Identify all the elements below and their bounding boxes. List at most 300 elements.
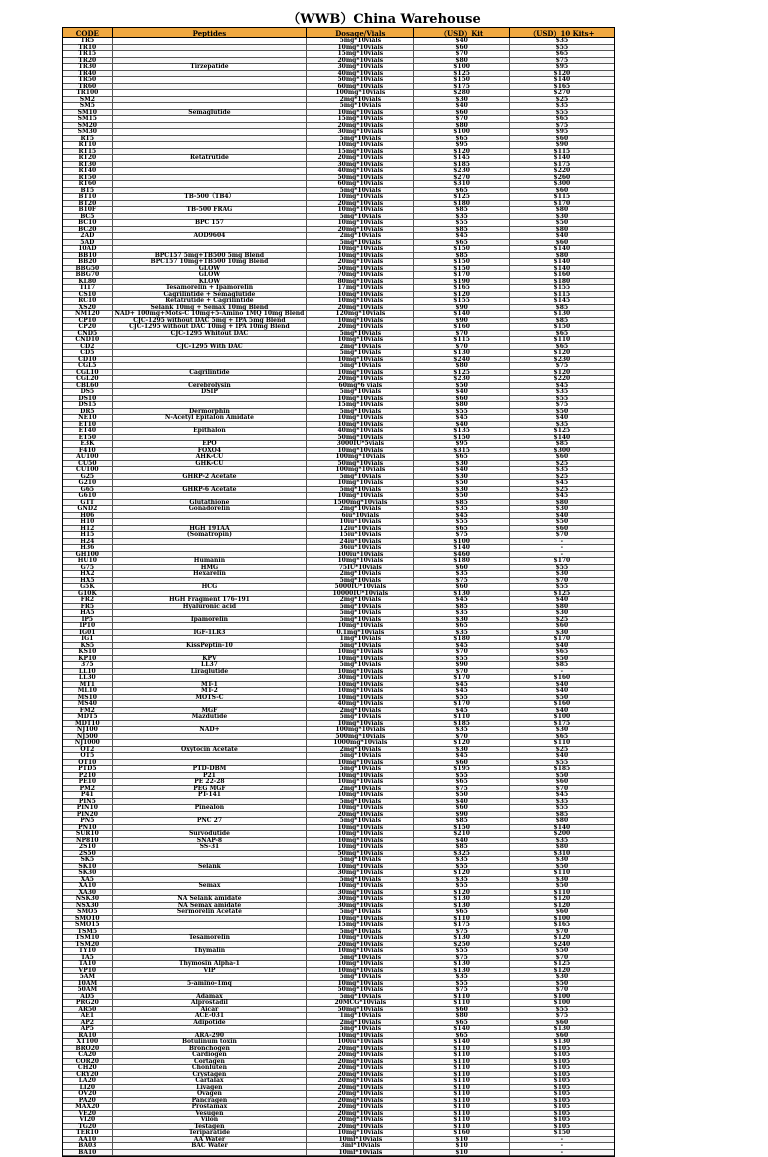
cell-10kit-price: $220 bbox=[553, 375, 571, 382]
cell-dosage: 10mg*10vials bbox=[307, 981, 414, 987]
cell-peptide: SS-31 bbox=[113, 844, 308, 850]
cell-kit-price: $140 bbox=[414, 545, 509, 551]
cell-kit-price: $110 bbox=[414, 1046, 509, 1052]
cell-kit-price: $130 bbox=[414, 903, 509, 909]
cell-kit-price: $45 bbox=[414, 682, 509, 688]
cell-10kit-price: $60 bbox=[555, 238, 569, 246]
cell-peptide bbox=[113, 116, 308, 122]
cell-code: XA5 bbox=[63, 877, 113, 883]
cell-dosage: 50mg*10vials bbox=[307, 987, 414, 993]
cell-kit-price: $50 bbox=[414, 792, 509, 798]
cell-dosage: 5mg*10vials bbox=[307, 188, 414, 194]
cell-10kit-price: $55 bbox=[555, 583, 569, 590]
cell-dosage: 10mg*10vials bbox=[307, 298, 414, 304]
cell-kit-price: $150 bbox=[414, 825, 509, 831]
cell-10kit-price: $60 bbox=[555, 778, 569, 785]
cell-code: XA10 bbox=[63, 883, 113, 889]
cell-10kit-price: $55 bbox=[555, 394, 569, 402]
cell-kit-price: $110 bbox=[414, 1098, 509, 1104]
cell-peptide bbox=[113, 240, 308, 246]
cell-peptide: HGH 191AA bbox=[113, 526, 308, 532]
cell-10kit-price: - bbox=[560, 537, 564, 545]
cell-code: G610 bbox=[63, 493, 113, 499]
cell-kit-price: $160 bbox=[414, 324, 509, 330]
cell-dosage: 10mg*10vials bbox=[307, 935, 414, 941]
cell-peptide: PT-141 bbox=[113, 792, 308, 798]
cell-code: SUR10 bbox=[63, 831, 113, 837]
cell-dosage: 10mg*10vials bbox=[307, 1130, 414, 1136]
header-kit-price: （USD）Kit bbox=[414, 28, 509, 37]
cell-kit-price: $55 bbox=[414, 220, 509, 226]
cell-10kit-price: $60 bbox=[555, 1018, 569, 1026]
cell-kit-price: $60 bbox=[414, 45, 509, 51]
cell-peptide bbox=[113, 675, 308, 681]
cell-kit-price: $120 bbox=[414, 740, 509, 746]
cell-code: BT5 bbox=[63, 188, 113, 194]
cell-kit-price: $10 bbox=[414, 1143, 509, 1149]
cell-code: MT1 bbox=[63, 682, 113, 688]
cell-10kit-price: $170 bbox=[553, 635, 571, 642]
cell-peptide: Adamax bbox=[113, 994, 308, 1000]
cell-code: 2S50 bbox=[63, 851, 113, 857]
cell-dosage: 50mg*10vials bbox=[307, 851, 414, 857]
cell-dosage: 10mg*10vials bbox=[307, 448, 414, 454]
cell-10kit-price: $55 bbox=[555, 804, 569, 811]
cell-code: 50AM bbox=[63, 987, 113, 993]
cell-peptide: Adipotide bbox=[113, 1020, 308, 1026]
cell-code: COR20 bbox=[63, 1059, 113, 1065]
cell-peptide: PTD-DBM bbox=[113, 766, 308, 772]
cell-kit-price: $110 bbox=[414, 1111, 509, 1117]
cell-dosage: 10mg*10vials bbox=[307, 142, 414, 148]
cell-peptide: Sermorelin Acetate bbox=[113, 909, 308, 915]
cell-10kit-price: $120 bbox=[553, 349, 571, 356]
cell-kit-price: $165 bbox=[414, 285, 509, 291]
cell-kit-price: $100 bbox=[414, 539, 509, 545]
cell-dosage: 5mg*10vials bbox=[307, 578, 414, 584]
cell-10kit-price: $25 bbox=[555, 472, 569, 480]
cell-peptide: Gonadorelin bbox=[113, 506, 308, 512]
table-header bbox=[62, 27, 615, 38]
cell-10kit-price: $50 bbox=[555, 947, 569, 954]
cell-dosage: 100mg*10vials bbox=[307, 467, 414, 473]
cell-kit-price: $110 bbox=[414, 994, 509, 1000]
cell-dosage: 20mg*10vials bbox=[307, 1078, 414, 1084]
cell-peptide bbox=[113, 168, 308, 174]
cell-peptide bbox=[113, 519, 308, 525]
cell-kit-price: $150 bbox=[414, 77, 509, 83]
cell-kit-price: $70 bbox=[414, 344, 509, 350]
cell-dosage: 5mg*10vials bbox=[307, 331, 414, 337]
cell-code: PIN10 bbox=[63, 805, 113, 811]
cell-10kit-price: $165 bbox=[553, 921, 571, 928]
cell-10kit-price: $25 bbox=[555, 95, 569, 103]
cell-dosage: 100iu*10vials bbox=[307, 552, 414, 558]
cell-10kit-price: - bbox=[560, 550, 564, 558]
cell-dosage: 60mg*10vials bbox=[307, 181, 414, 187]
cell-dosage: 10mg*10vials bbox=[307, 682, 414, 688]
cell-dosage: 5mg*10vials bbox=[307, 974, 414, 980]
cell-peptide: ACE-031 bbox=[113, 1013, 308, 1019]
cell-10kit-price: $100 bbox=[553, 713, 571, 720]
cell-dosage: 20mg*10vials bbox=[307, 1065, 414, 1071]
cell-dosage: 5mg*10vials bbox=[307, 389, 414, 395]
cell-dosage: 500mg*10vials bbox=[307, 734, 414, 740]
cell-code: TA10 bbox=[63, 961, 113, 967]
cell-code: PM2 bbox=[63, 786, 113, 792]
cell-10kit-price: $140 bbox=[553, 245, 571, 252]
cell-kit-price: $90 bbox=[414, 662, 509, 668]
cell-10kit-price: $150 bbox=[553, 1129, 571, 1136]
cell-peptide bbox=[113, 38, 308, 44]
cell-10kit-price: $110 bbox=[553, 869, 571, 876]
cell-peptide: SNAP-8 bbox=[113, 838, 308, 844]
cell-10kit-price: $60 bbox=[555, 622, 569, 629]
cell-10kit-price: $25 bbox=[555, 615, 569, 623]
cell-kit-price: $130 bbox=[414, 896, 509, 902]
cell-kit-price: $120 bbox=[414, 870, 509, 876]
cell-kit-price: $175 bbox=[414, 922, 509, 928]
cell-code: RT5 bbox=[63, 136, 113, 142]
cell-dosage: 50mg*10vials bbox=[307, 77, 414, 83]
cell-10kit-price: $115 bbox=[553, 193, 571, 200]
cell-10kit-price: $30 bbox=[555, 609, 569, 616]
cell-kit-price: $155 bbox=[414, 298, 509, 304]
cell-dosage: 120mg*10vials bbox=[307, 311, 414, 317]
cell-kit-price: $55 bbox=[414, 948, 509, 954]
cell-kit-price: $120 bbox=[414, 890, 509, 896]
cell-kit-price: $80 bbox=[414, 363, 509, 369]
cell-kit-price: $110 bbox=[414, 1065, 509, 1071]
cell-dosage: 5mg*10vials bbox=[307, 214, 414, 220]
cell-10kit-price: $200 bbox=[553, 830, 571, 837]
cell-code: NJ1000 bbox=[63, 740, 113, 746]
cell-code: TR15 bbox=[63, 51, 113, 57]
cell-10kit-price: $40 bbox=[555, 232, 569, 239]
cell-dosage: 10mg*10vials bbox=[307, 292, 414, 298]
cell-dosage: 15mg*10vials bbox=[307, 149, 414, 155]
cell-10kit-price: $65 bbox=[555, 648, 569, 655]
cell-code: PIN20 bbox=[63, 812, 113, 818]
cell-10kit-price: $130 bbox=[553, 310, 571, 317]
cell-10kit-price: $70 bbox=[555, 986, 569, 993]
cell-peptide: Testagen bbox=[113, 1124, 308, 1130]
cell-kit-price: $35 bbox=[414, 857, 509, 863]
cell-dosage: 10mg*10vials bbox=[307, 493, 414, 499]
cell-peptide: AHK-CU bbox=[113, 454, 308, 460]
cell-kit-price: $55 bbox=[414, 695, 509, 701]
cell-peptide bbox=[113, 922, 308, 928]
cell-code: RT10 bbox=[63, 142, 113, 148]
cell-peptide bbox=[113, 974, 308, 980]
cell-10kit-price: $100 bbox=[553, 914, 571, 922]
cell-dosage: 20mg*10vials bbox=[307, 123, 414, 129]
cell-10kit-price: $55 bbox=[555, 43, 569, 51]
cell-10kit-price: $75 bbox=[555, 362, 569, 369]
cell-10kit-price: $40 bbox=[555, 752, 569, 759]
cell-kit-price: $65 bbox=[414, 909, 509, 915]
cell-code: PA20 bbox=[63, 1098, 113, 1104]
cell-10kit-price: $85 bbox=[555, 810, 569, 818]
cell-code: SK30 bbox=[63, 870, 113, 876]
cell-kit-price: $180 bbox=[414, 558, 509, 564]
cell-kit-price: $60 bbox=[414, 584, 509, 590]
cell-code: SM15 bbox=[63, 116, 113, 122]
cell-dosage: 30mg*10vials bbox=[307, 129, 414, 135]
cell-peptide: Selank bbox=[113, 864, 308, 870]
cell-kit-price: $40 bbox=[414, 838, 509, 844]
cell-10kit-price: $105 bbox=[553, 1057, 571, 1065]
cell-code: PN10 bbox=[63, 825, 113, 831]
cell-10kit-price: $45 bbox=[555, 791, 569, 798]
cell-dosage: 2mg*10vials bbox=[307, 233, 414, 239]
cell-10kit-price: $50 bbox=[555, 882, 569, 889]
cell-dosage: 15mg*10vials bbox=[307, 402, 414, 408]
cell-code: BT20 bbox=[63, 201, 113, 207]
cell-peptide: Ipamorelin bbox=[113, 617, 308, 623]
cell-code: RT40 bbox=[63, 168, 113, 174]
cell-10kit-price: $40 bbox=[555, 511, 569, 519]
cell-10kit-price: $80 bbox=[555, 225, 569, 233]
cell-peptide bbox=[113, 142, 308, 148]
cell-peptide: Cerebrolysin bbox=[113, 383, 308, 389]
cell-code: SM5 bbox=[63, 103, 113, 109]
cell-kit-price: $45 bbox=[414, 233, 509, 239]
cell-code: SK5 bbox=[63, 857, 113, 863]
table-row bbox=[63, 1150, 614, 1157]
cell-dosage: 0.1mg*10vials bbox=[307, 630, 414, 636]
cell-10kit-price: $70 bbox=[555, 953, 569, 961]
cell-dosage: 100mg*10vials bbox=[307, 90, 414, 96]
cell-10kit-price: $130 bbox=[553, 1038, 571, 1045]
cell-code: XS20 bbox=[63, 305, 113, 311]
cell-dosage: 6iu*10vials bbox=[307, 513, 414, 519]
cell-peptide: Pancragen bbox=[113, 1098, 308, 1104]
cell-peptide: Botulinum toxin bbox=[113, 1039, 308, 1045]
cell-kit-price: $130 bbox=[414, 968, 509, 974]
cell-kit-price: $65 bbox=[414, 454, 509, 460]
cell-dosage: 10mg*10vials bbox=[307, 558, 414, 564]
cell-kit-price: $170 bbox=[414, 272, 509, 278]
cell-peptide: KPV bbox=[113, 656, 308, 662]
cell-code: HU10 bbox=[63, 558, 113, 564]
cell-dosage: 80mg*10vials bbox=[307, 279, 414, 285]
cell-peptide: CJC-1295 without DAC 5mg + IPA 5mg Blend bbox=[113, 318, 308, 324]
cell-code: TSM5 bbox=[63, 929, 113, 935]
cell-10kit-price: $50 bbox=[555, 693, 569, 701]
cell-peptide bbox=[113, 610, 308, 616]
cell-kit-price: $135 bbox=[414, 428, 509, 434]
cell-code: DS10 bbox=[63, 396, 113, 402]
cell-code: H36 bbox=[63, 545, 113, 551]
cell-peptide: Semax bbox=[113, 883, 308, 889]
cell-peptide: Crystagen bbox=[113, 1072, 308, 1078]
cell-dosage: 30mg*10vials bbox=[307, 896, 414, 902]
cell-kit-price: $40 bbox=[414, 103, 509, 109]
cell-dosage: 40mg*10vials bbox=[307, 168, 414, 174]
cell-kit-price: $45 bbox=[414, 597, 509, 603]
cell-dosage: 5mg*10vials bbox=[307, 799, 414, 805]
cell-dosage: 5mg*10vials bbox=[307, 409, 414, 415]
cell-code: TR30 bbox=[63, 64, 113, 70]
cell-peptide: BPC157 5mg+TB500 5mg Blend bbox=[113, 253, 308, 259]
cell-dosage: 2mg*10vials bbox=[307, 786, 414, 792]
cell-kit-price: $145 bbox=[414, 155, 509, 161]
header-10kit-price: （USD）10 Kits+ bbox=[529, 29, 595, 38]
cell-dosage: 50mg*10vials bbox=[307, 266, 414, 272]
header-dosage: Dosage/Vials bbox=[307, 28, 414, 37]
cell-code: KL80 bbox=[63, 279, 113, 285]
cell-10kit-price: $100 bbox=[553, 992, 571, 1000]
cell-kit-price: $45 bbox=[414, 753, 509, 759]
cell-peptide bbox=[113, 916, 308, 922]
cell-10kit-price: $220 bbox=[553, 167, 571, 174]
cell-kit-price: $35 bbox=[414, 610, 509, 616]
cell-code: IP10 bbox=[63, 623, 113, 629]
cell-kit-price: $115 bbox=[414, 337, 509, 343]
cell-dosage: 10mg*10vials bbox=[307, 883, 414, 889]
cell-dosage: 10mg*10vials bbox=[307, 337, 414, 343]
cell-10kit-price: $55 bbox=[555, 563, 569, 571]
cell-dosage: 30mg*10vials bbox=[307, 903, 414, 909]
cell-dosage: 10mg*10vials bbox=[307, 194, 414, 200]
cell-peptide: Cardiogen bbox=[113, 1052, 308, 1058]
cell-code: BC20 bbox=[63, 227, 113, 233]
cell-code: BB20 bbox=[63, 259, 113, 265]
cell-code: H24 bbox=[63, 539, 113, 545]
cell-code: AE1 bbox=[63, 1013, 113, 1019]
cell-code: ET50 bbox=[63, 435, 113, 441]
cell-kit-price: $150 bbox=[414, 259, 509, 265]
cell-kit-price: $30 bbox=[414, 461, 509, 467]
cell-peptide: NA Semax amidate bbox=[113, 903, 308, 909]
cell-peptide: Retatrutide bbox=[113, 155, 308, 161]
cell-10kit-price: $75 bbox=[555, 401, 569, 408]
cell-peptide bbox=[113, 181, 308, 187]
cell-kit-price: $35 bbox=[414, 727, 509, 733]
cell-code: G75 bbox=[63, 565, 113, 571]
cell-10kit-price: $120 bbox=[553, 895, 571, 902]
cell-code: G10K bbox=[63, 591, 113, 597]
cell-dosage: 20mg*10vials bbox=[307, 1085, 414, 1091]
cell-code: CND10 bbox=[63, 337, 113, 343]
cell-code: CGL20 bbox=[63, 376, 113, 382]
cell-dosage: 10mg*10vials bbox=[307, 253, 414, 259]
cell-dosage: 10mg*10vials bbox=[307, 480, 414, 486]
cell-code: NJ100 bbox=[63, 727, 113, 733]
cell-peptide: Aicar bbox=[113, 1007, 308, 1013]
cell-code: 10AM bbox=[63, 981, 113, 987]
cell-10kit-price: $80 bbox=[555, 251, 569, 259]
cell-code: TR50 bbox=[63, 77, 113, 83]
cell-peptide: PEG MGF bbox=[113, 786, 308, 792]
cell-dosage: 2mg*10vials bbox=[307, 1020, 414, 1026]
cell-dosage: 1500mg*10vials bbox=[307, 500, 414, 506]
cell-10kit-price: $50 bbox=[555, 862, 569, 870]
cell-code: CGL5 bbox=[63, 363, 113, 369]
cell-kit-price: $85 bbox=[414, 227, 509, 233]
cell-code: VI20 bbox=[63, 1117, 113, 1123]
cell-peptide: HCG bbox=[113, 584, 308, 590]
cell-dosage: 20mg*10vials bbox=[307, 1059, 414, 1065]
cell-kit-price: $85 bbox=[414, 500, 509, 506]
cell-10kit-price: $125 bbox=[553, 427, 571, 434]
cell-kit-price: $65 bbox=[414, 1033, 509, 1039]
cell-kit-price: $40 bbox=[414, 467, 509, 473]
cell-peptide: Selank 10mg + Semax 10mg Blend bbox=[113, 305, 308, 311]
cell-peptide: AA Water bbox=[113, 1137, 308, 1143]
cell-dosage: 50mg*10vials bbox=[307, 461, 414, 467]
cell-kit-price: $210 bbox=[414, 831, 509, 837]
cell-dosage: 10mg*10vials bbox=[307, 961, 414, 967]
cell-dosage: 40mg*10vials bbox=[307, 71, 414, 77]
cell-code: BA10 bbox=[63, 1150, 113, 1156]
cell-dosage: 2mg*10vials bbox=[307, 506, 414, 512]
cell-kit-price: $190 bbox=[414, 279, 509, 285]
cell-peptide: CJC-1295 With DAC bbox=[113, 344, 308, 350]
cell-10kit-price: $180 bbox=[553, 277, 571, 285]
cell-dosage: 2mg*10vials bbox=[307, 708, 414, 714]
cell-kit-price: $140 bbox=[414, 1039, 509, 1045]
cell-kit-price: $180 bbox=[414, 636, 509, 642]
cell-10kit-price: $115 bbox=[553, 290, 571, 298]
cell-kit-price: $65 bbox=[414, 623, 509, 629]
cell-code: SMO15 bbox=[63, 922, 113, 928]
cell-code: CP10 bbox=[63, 318, 113, 324]
cell-kit-price: $100 bbox=[414, 64, 509, 70]
cell-code: CD5 bbox=[63, 350, 113, 356]
cell-dosage: 10mg*10vials bbox=[307, 656, 414, 662]
cell-peptide bbox=[113, 740, 308, 746]
cell-peptide bbox=[113, 493, 308, 499]
cell-dosage: 20mg*10vials bbox=[307, 1104, 414, 1110]
cell-peptide bbox=[113, 857, 308, 863]
cell-dosage: 5mg*10vials bbox=[307, 714, 414, 720]
cell-peptide: Dermorphin bbox=[113, 409, 308, 415]
cell-dosage: 10mg*10vials bbox=[307, 688, 414, 694]
cell-peptide: PE 22-28 bbox=[113, 779, 308, 785]
cell-peptide: KissPeptin-10 bbox=[113, 643, 308, 649]
cell-10kit-price: $30 bbox=[555, 570, 569, 577]
cell-kit-price: $175 bbox=[414, 84, 509, 90]
cell-peptide bbox=[113, 513, 308, 519]
cell-kit-price: $120 bbox=[414, 292, 509, 298]
cell-peptide: TB-500（TB4） bbox=[113, 194, 308, 200]
cell-10kit-price: $60 bbox=[555, 908, 569, 915]
cell-10kit-price: $30 bbox=[555, 875, 569, 883]
cell-kit-price: $310 bbox=[414, 181, 509, 187]
cell-10kit-price: $230 bbox=[553, 355, 571, 363]
cell-dosage: 10mg*10vials bbox=[307, 721, 414, 727]
cell-code: GTT bbox=[63, 500, 113, 506]
cell-kit-price: $100 bbox=[414, 129, 509, 135]
cell-kit-price: $110 bbox=[414, 1000, 509, 1006]
cell-peptide bbox=[113, 136, 308, 142]
cell-kit-price: $35 bbox=[414, 214, 509, 220]
cell-dosage: 10mg*10vials bbox=[307, 844, 414, 850]
cell-dosage: 10mg*10vials bbox=[307, 838, 414, 844]
cell-code: AP2 bbox=[63, 1020, 113, 1026]
cell-code: SK10 bbox=[63, 864, 113, 870]
cell-code: MDT5 bbox=[63, 714, 113, 720]
cell-peptide bbox=[113, 467, 308, 473]
cell-kit-price: $85 bbox=[414, 604, 509, 610]
cell-dosage: 5mg*10vials bbox=[307, 240, 414, 246]
cell-peptide bbox=[113, 649, 308, 655]
cell-code: SM30 bbox=[63, 129, 113, 135]
cell-dosage: 10mg*10vials bbox=[307, 45, 414, 51]
cell-dosage: 3ml*10vials bbox=[307, 1143, 414, 1149]
